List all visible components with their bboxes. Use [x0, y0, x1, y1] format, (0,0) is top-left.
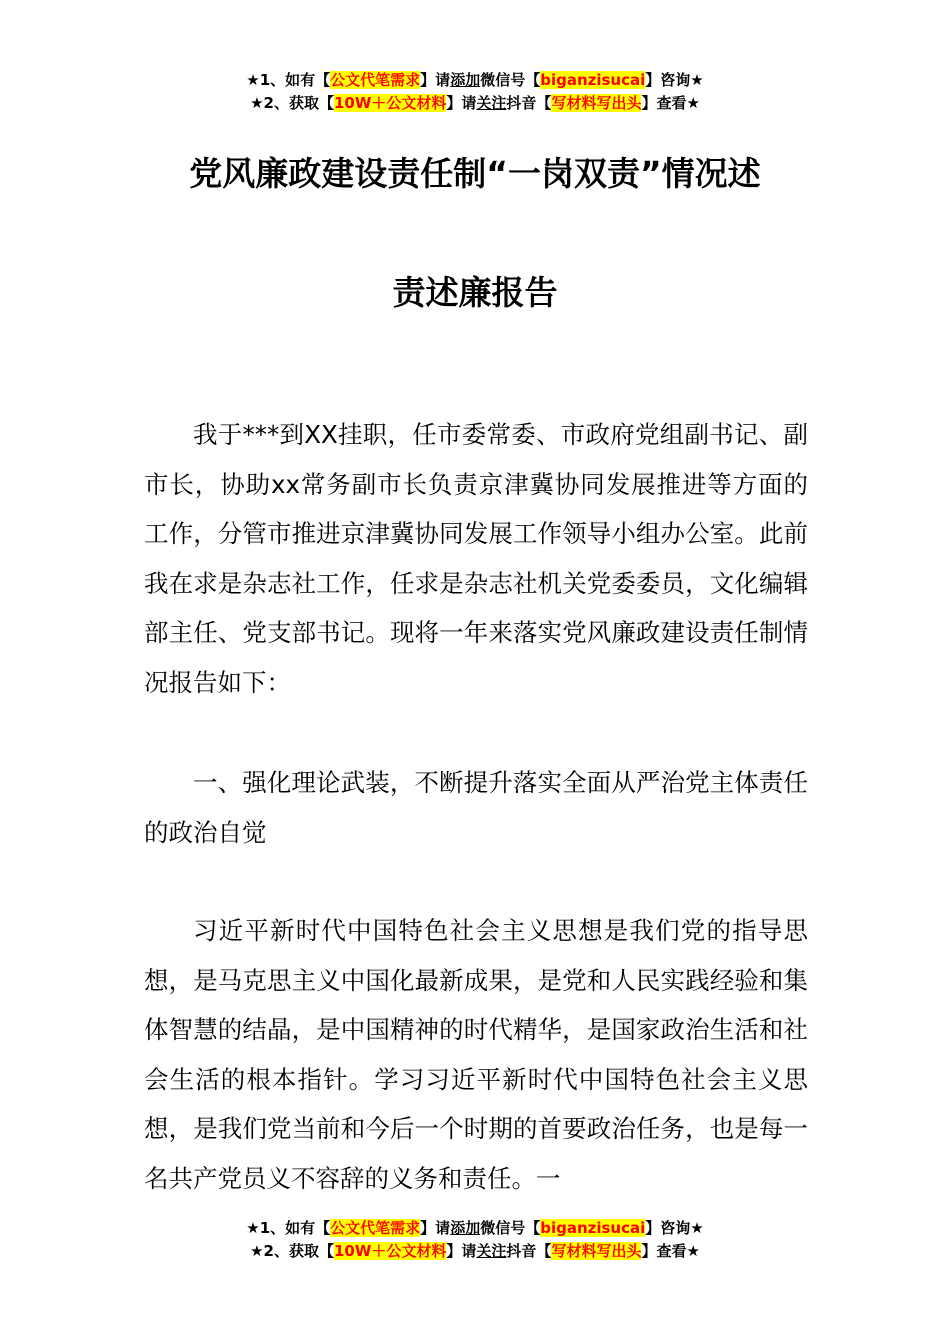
banner-highlight: biganzisucai	[540, 1219, 646, 1237]
banner-text: 】咨询★	[645, 1219, 704, 1237]
banner-text: 】请	[420, 1219, 451, 1237]
banner-underlined: 添加	[450, 71, 481, 89]
banner-text: 】查看★	[641, 94, 700, 112]
section-heading-1	[144, 758, 808, 857]
footer-banner-line1	[0, 1217, 950, 1240]
banner-text: 】查看★	[641, 1242, 700, 1260]
document-title-line2: 责述廉报告	[392, 273, 558, 312]
paragraph-text: 我于***到XX挂职，任市委常委、市政府党组副书记、副市长，协助xx常务副市长负责京津冀协同发展推进等方面的工作，分管市推进京津冀协同发展工作领导小组办公室。此前我在求是杂志社工作，任求是杂志社机关党委委员，文化编辑部主任、党支部书记。现将一年来落实党风廉政建设责任制情况报告如下：	[144, 420, 808, 697]
banner-highlight: 10W＋公文材料	[333, 1242, 447, 1260]
banner-text: 】咨询★	[645, 71, 704, 89]
banner-underlined: 关注	[476, 94, 507, 112]
banner-text: ★1、如有【	[246, 1219, 331, 1237]
header-banner-line2	[0, 92, 950, 115]
paragraph-text: 习近平新时代中国特色社会主义思想是我们党的指导思想，是马克思主义中国化最新成果，是党和人民实践经验和集体智慧的结晶，是中国精神的时代精华，是国家政治生活和社会生活的根本指针。学习习近平新时代中国特色社会主义思想，是我们党当前和今后一个时期的首要政治任务，也是每一名共产党员义不容辞的义务和责任。一	[144, 916, 808, 1193]
banner-text: 微信号【	[480, 71, 541, 89]
banner-text: ★2、获取【	[250, 1242, 334, 1260]
banner-highlight: 写材料写出头	[551, 1242, 642, 1260]
banner-highlight: 公文代笔需求	[330, 1219, 421, 1237]
banner-highlight: 公文代笔需求	[330, 71, 421, 89]
banner-text: 】请	[446, 1242, 477, 1260]
footer-banner	[0, 1217, 950, 1263]
header-banner-line1	[0, 69, 950, 92]
banner-text: 微信号【	[480, 1219, 541, 1237]
banner-text: ★1、如有【	[246, 71, 331, 89]
document-title-line1: 党风廉政建设责任制“一岗双责”情况述	[189, 154, 761, 193]
paragraph-text: 一、强化理论武装，不断提升落实全面从严治党主体责任的政治自觉	[144, 768, 808, 847]
banner-highlight: 写材料写出头	[551, 94, 642, 112]
body-paragraph-2	[144, 906, 808, 1204]
banner-text: 】请	[446, 94, 477, 112]
banner-text: ★2、获取【	[250, 94, 334, 112]
banner-text: 抖音【	[506, 1242, 552, 1260]
banner-text: 】请	[420, 71, 451, 89]
banner-underlined: 添加	[450, 1219, 481, 1237]
banner-text: 抖音【	[506, 94, 552, 112]
banner-highlight: 10W＋公文材料	[333, 94, 447, 112]
header-banner	[0, 69, 950, 115]
banner-underlined: 关注	[476, 1242, 507, 1260]
banner-highlight: biganzisucai	[540, 71, 646, 89]
body-paragraph-1	[144, 410, 808, 708]
footer-banner-line2	[0, 1240, 950, 1263]
